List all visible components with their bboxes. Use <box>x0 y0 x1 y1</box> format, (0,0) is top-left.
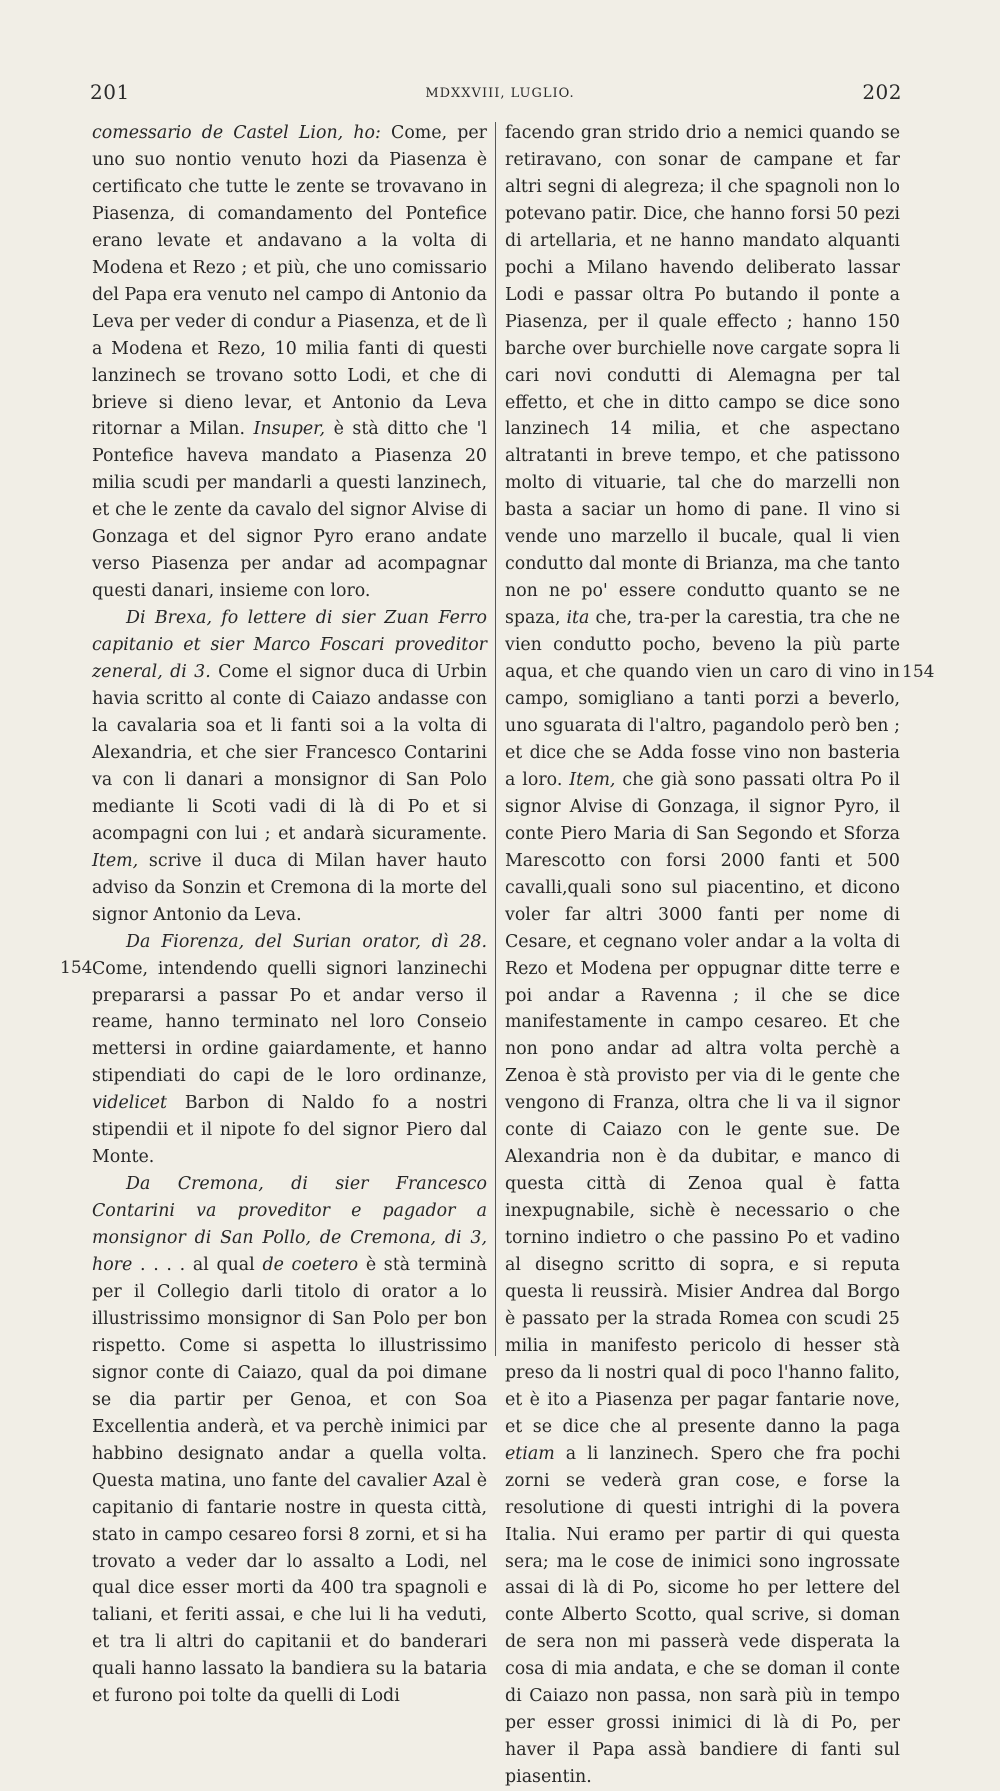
italic-text: Di Brexa, fo lettere di sier Zuan Ferro capitanio et sier Marco Foscari proveditor zeneral, di 3. <box>92 608 487 683</box>
italic-text: Item, <box>92 850 139 871</box>
italic-text: Insuper, <box>253 419 326 440</box>
right-column <box>505 120 900 1791</box>
italic-text: ita <box>566 608 590 629</box>
body-text: Barbon di Naldo fo a nostri stipendii et il nipote fo del signor Piero dal Monte. <box>92 1093 487 1168</box>
body-text: . . . . al qual <box>132 1255 263 1276</box>
column-divider <box>495 122 496 1356</box>
body-text: è stà ditto che 'l Pontefice haveva mandato a Piasenza 20 milia scudi per mandarli a questi lanzinech, et che le zente da cavalo del signor Alvise di Gonzaga et del signor Pyro erano andate verso Piasenza per andar ad acompagnar questi danari, insieme con loro. <box>92 419 487 602</box>
page-number-right: 202 <box>862 80 902 104</box>
body-text: è stà terminà per il Collegio darli titolo di orator a lo illustrissimo monsignor di San Polo per bon rispetto. Come si aspetta lo illustrissimo signor conte di Caiazo, qual da poi dimane se dia partir per Genoa, et con Soa Excellentia anderà, et va perchè inimici par habbino designato andar a quella volta. Questa matina, uno fante del cavalier Azal è capitanio di fantarie nostre in questa città, stato in campo cesareo forsi 8 zorni, et si ha trovato a veder dar lo assalto a Lodi, nel qual dice esser morti da 400 tra spagnoli e taliani, et feriti assai, e che lui li ha veduti, et tra li altri do capitanii et do banderari quali hanno lassato la bandiera su la bataria et furono poi tolte da quelli di Lodi <box>92 1255 487 1707</box>
italic-text: Item, <box>569 769 616 790</box>
italic-text: Da Cremona, di sier Francesco Contarini va proveditor e pagador a monsignor di San Pollo, de Cremona, di 3, hore <box>92 1174 487 1276</box>
body-text: Come, per uno suo nontio venuto hozi da Piasenza è certificato che tutte le zente se trovavano in Piasenza, di comandamento del Pontefice erano levate et andavano a la volta di Modena et Rezo ; et più, che uno comissario del Papa era venuto nel campo di Antonio da Leva per veder di condur a Piasenza, et de lì a Modena et Rezo, 10 milia fanti di questi lanzinech se trovano sotto Lodi, et che di brieve si dieno levar, et Antonio da Leva ritornar a Milan. <box>92 123 487 440</box>
paragraph <box>505 120 900 1791</box>
italic-text: de coetero <box>262 1255 359 1276</box>
margin-number-left: 154 <box>60 958 93 978</box>
body-text: che già sono passati oltra Po il signor Alvise di Gonzaga, il signor Pyro, il conte Piero Maria di San Segondo et Sforza Marescotto con forsi 2000 fanti et 500 cavalli,quali sono sul piacentino, et dicono voler far altri 3000 fanti per nome di Cesare, et cegnano voler andar a la volta di Rezo et Modena per oppugnar ditte terre e poi andar a Ravenna ; il che se dice manifestamente in campo cesareo. Et che non pono andar ad altra volta perchè a Zenoa è stà provisto per via di le gente che vengono di Franza, oltra che li va il signor conte di Caiazo con le gente sue. De Alexandria non è da dubitar, e manco di questa città di Zenoa qual è fatta inexpugnabile, sichè è necessario o che tornino indietro o che passino Po et vadino al disegno scritto di sopra, e si reputa questa li reussirà. Misier Andrea dal Borgo è passato per la strada Romea con scudi 25 milia in manifesto pericolo di hesser stà preso da li nostri qual di poco l'hanno falito, et è ito a Piasenza per pagar fantarie nove, et se dice che al presente danno la paga <box>505 769 900 1437</box>
left-column <box>92 120 487 1710</box>
body-text: a li lanzinech. Spero che fra pochi zorni se vederà gran cose, e forse la resolutione di questi intrighi di la povera Italia. Nui eramo per partir di qui questa sera; ma le cose de inimici sono ingrossate assai di là di Po, sicome ho per lettere del conte Alberto Scotto, qual scrive, si doman de sera non mi passerà vede disperata la cosa di mia andata, e che se doman il conte di Caiazo non passa, non sarà più in tempo per esser grossi inimici di là di Po, per haver il Papa assà bandiere di fanti sul piasentin. <box>505 1443 900 1788</box>
paragraph <box>92 1171 487 1710</box>
paragraph <box>92 605 487 928</box>
paragraph <box>92 929 487 1172</box>
body-text: Come el signor duca di Urbin havia scritto al conte di Caiazo andasse con la cavalaria soa et li fanti soi a la volta di Alexandria, et che sier Francesco Contarini va con li danari a monsignor di San Polo mediante li Scoti vadi di là di Po et si acompagni con lui ; et andarà sicuramente. <box>92 662 487 844</box>
italic-text: videlicet <box>92 1093 167 1114</box>
body-text: scrive il duca di Milan haver hauto adviso da Sonzin et Cremona di la morte del signor Antonio da Leva. <box>92 850 487 925</box>
italic-text: Da Fiorenza, del Surian orator, dì 28. <box>126 931 487 952</box>
paragraph <box>92 120 487 605</box>
italic-text: etiam <box>505 1443 555 1464</box>
margin-number-right: 154 <box>902 662 935 682</box>
running-title: MDXXVIII, LUGLIO. <box>425 86 575 101</box>
body-text: facendo gran strido drio a nemici quando se retiravano, con sonar de campane et far altri segni di alegreza; il che spagnoli non lo potevano patir. Dice, che hanno forsi 50 pezi di artellaria, et ne hanno mandato alquanti pochi a Milano havendo deliberato lassar Lodi e passar oltra Po butando il ponte a Piasenza, per il quale effecto ; hanno 150 barche over burchielle nove cargate sopra li cari novi condutti di Alemagna per tal effetto, et che in ditto campo se dice sono lanzinech 14 milia, et che aspectano altratanti in breve tempo, et che patissono molto di vituarie, tal che do marzelli non basta a saciar un homo di pane. Il vino si vende uno marzello il bucale, qual li vien condutto dal monte di Brianza, ma che tanto non ne po' essere condutto quanto se ne spaza, <box>505 123 900 629</box>
body-text: Come, intendendo quelli signori lanzinechi prepararsi a passar Po et andar verso il reame, hanno terminato nel loro Conseio mettersi in ordine gaiardamente, et hanno stipendiati do capi de le loro ordinanze, <box>92 958 487 1087</box>
page-number-left: 201 <box>90 80 130 104</box>
italic-text: comessario de Castel Lion, ho: <box>92 123 381 143</box>
body-text: che, tra-per la carestia, tra che ne vien condutto pocho, beveno la più parte aqua, et che quando vien un caro di vino in campo, somigliano a tanti porzi a beverlo, uno sguarata di l'altro, pagandolo però ben ; et dice che se Adda fosse vino non basteria a loro. <box>505 608 900 790</box>
